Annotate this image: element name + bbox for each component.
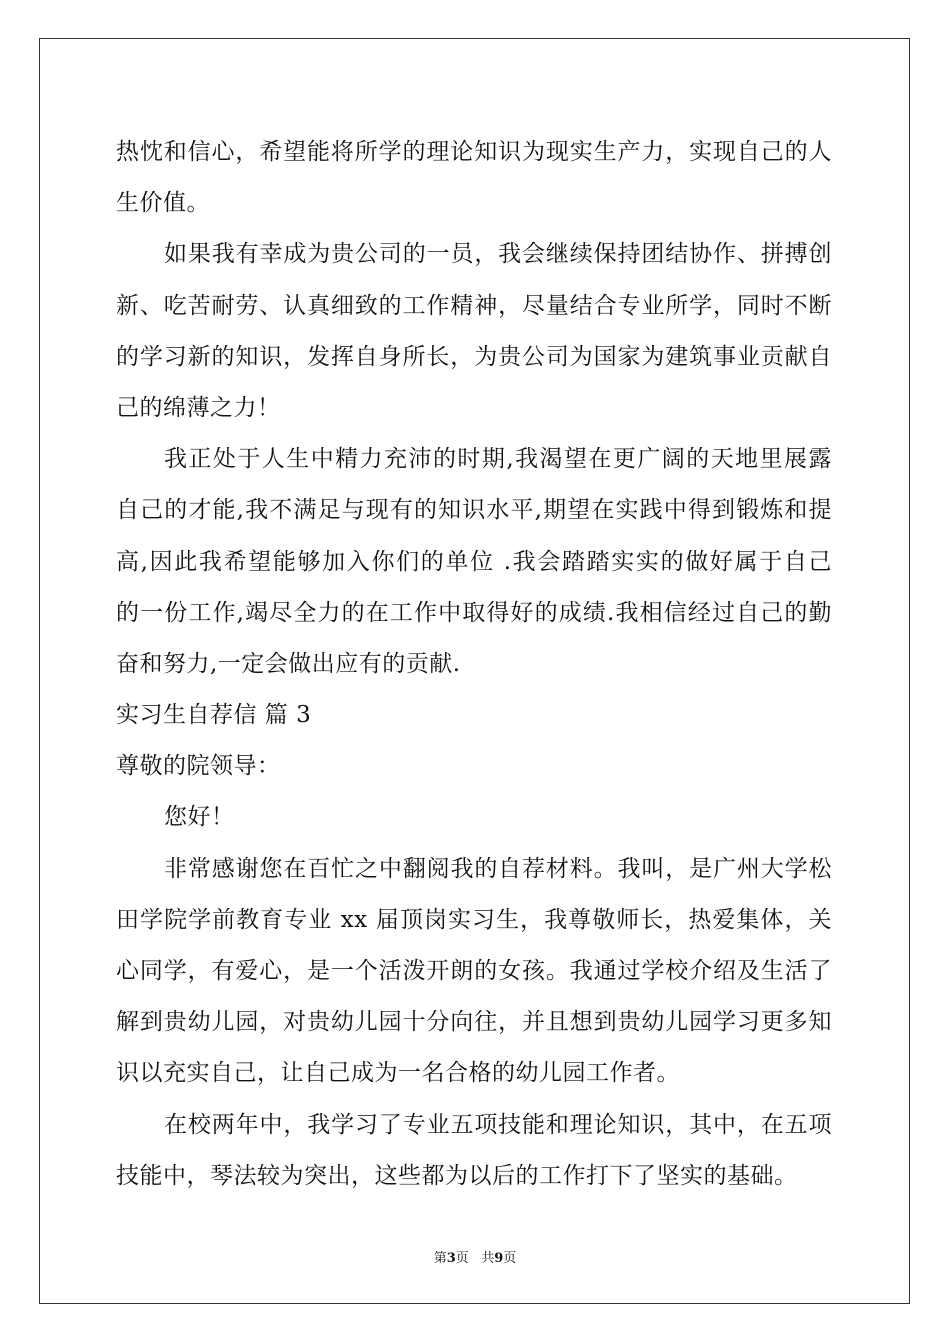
page-suffix: 页 [455, 1251, 469, 1266]
text-line: 您好！ [164, 804, 235, 831]
page-number: 3 [446, 1251, 456, 1266]
text-line: 解到贵幼儿园，对贵幼儿园十分向往，并且想到贵幼儿园学习更多知 [116, 1009, 832, 1036]
text-line: 实习生自荐信 篇 3 [116, 702, 312, 729]
text-line: 我正处于人生中精力充沛的时期,我渴望在更广阔的天地里展露 [164, 446, 832, 473]
text-line: 新、吃苦耐劳、认真细致的工作精神，尽量结合专业所学，同时不断 [116, 292, 832, 319]
page-footer [0, 1247, 950, 1266]
total-suffix: 页 [503, 1251, 517, 1266]
text-line: 的学习新的知识，发挥自身所长，为贵公司为国家为建筑事业贡献自 [116, 343, 832, 370]
text-line: 在校两年中，我学习了专业五项技能和理论知识，其中，在五项 [164, 1111, 832, 1138]
total-pages: 9 [494, 1251, 504, 1266]
text-line: 热忱和信心，希望能将所学的理论知识为现实生产力，实现自己的人 [116, 139, 832, 165]
text-line: 自己的才能,我不满足与现有的知识水平,期望在实践中得到锻炼和提 [116, 497, 832, 524]
text-line: 如果我有幸成为贵公司的一员，我会继续保持团结协作、拼搏创 [164, 241, 832, 268]
text-line: 己的绵薄之力！ [116, 394, 281, 421]
text-line: 技能中，琴法较为突出，这些都为以后的工作打下了坚实的基础。 [116, 1162, 798, 1189]
document-body [116, 127, 832, 1202]
text-line: 的一份工作,竭尽全力的在工作中取得好的成绩.我相信经过自己的勤 [116, 599, 832, 626]
text-line: 非常感谢您在百忙之中翻阅我的自荐材料。我叫，是广州大学松 [164, 855, 832, 882]
text-line: 心同学，有爱心，是一个活泼开朗的女孩。我通过学校介绍及生活了 [116, 958, 832, 984]
page-prefix: 第 [433, 1251, 447, 1266]
text-line: 奋和努力,一定会做出应有的贡献. [116, 650, 461, 677]
text-line: 尊敬的院领导： [116, 753, 281, 780]
text-line: 生价值。 [116, 190, 210, 217]
total-prefix: 共 [481, 1251, 495, 1266]
text-line: 识以充实自己，让自己成为一名合格的幼儿园工作者。 [116, 1060, 680, 1087]
text-line: 高,因此我希望能够加入你们的单位 .我会踏踏实实的做好属于自己 [116, 548, 832, 575]
text-line: 田学院学前教育专业 xx 届顶岗实习生，我尊敬师长，热爱集体，关 [116, 906, 832, 933]
